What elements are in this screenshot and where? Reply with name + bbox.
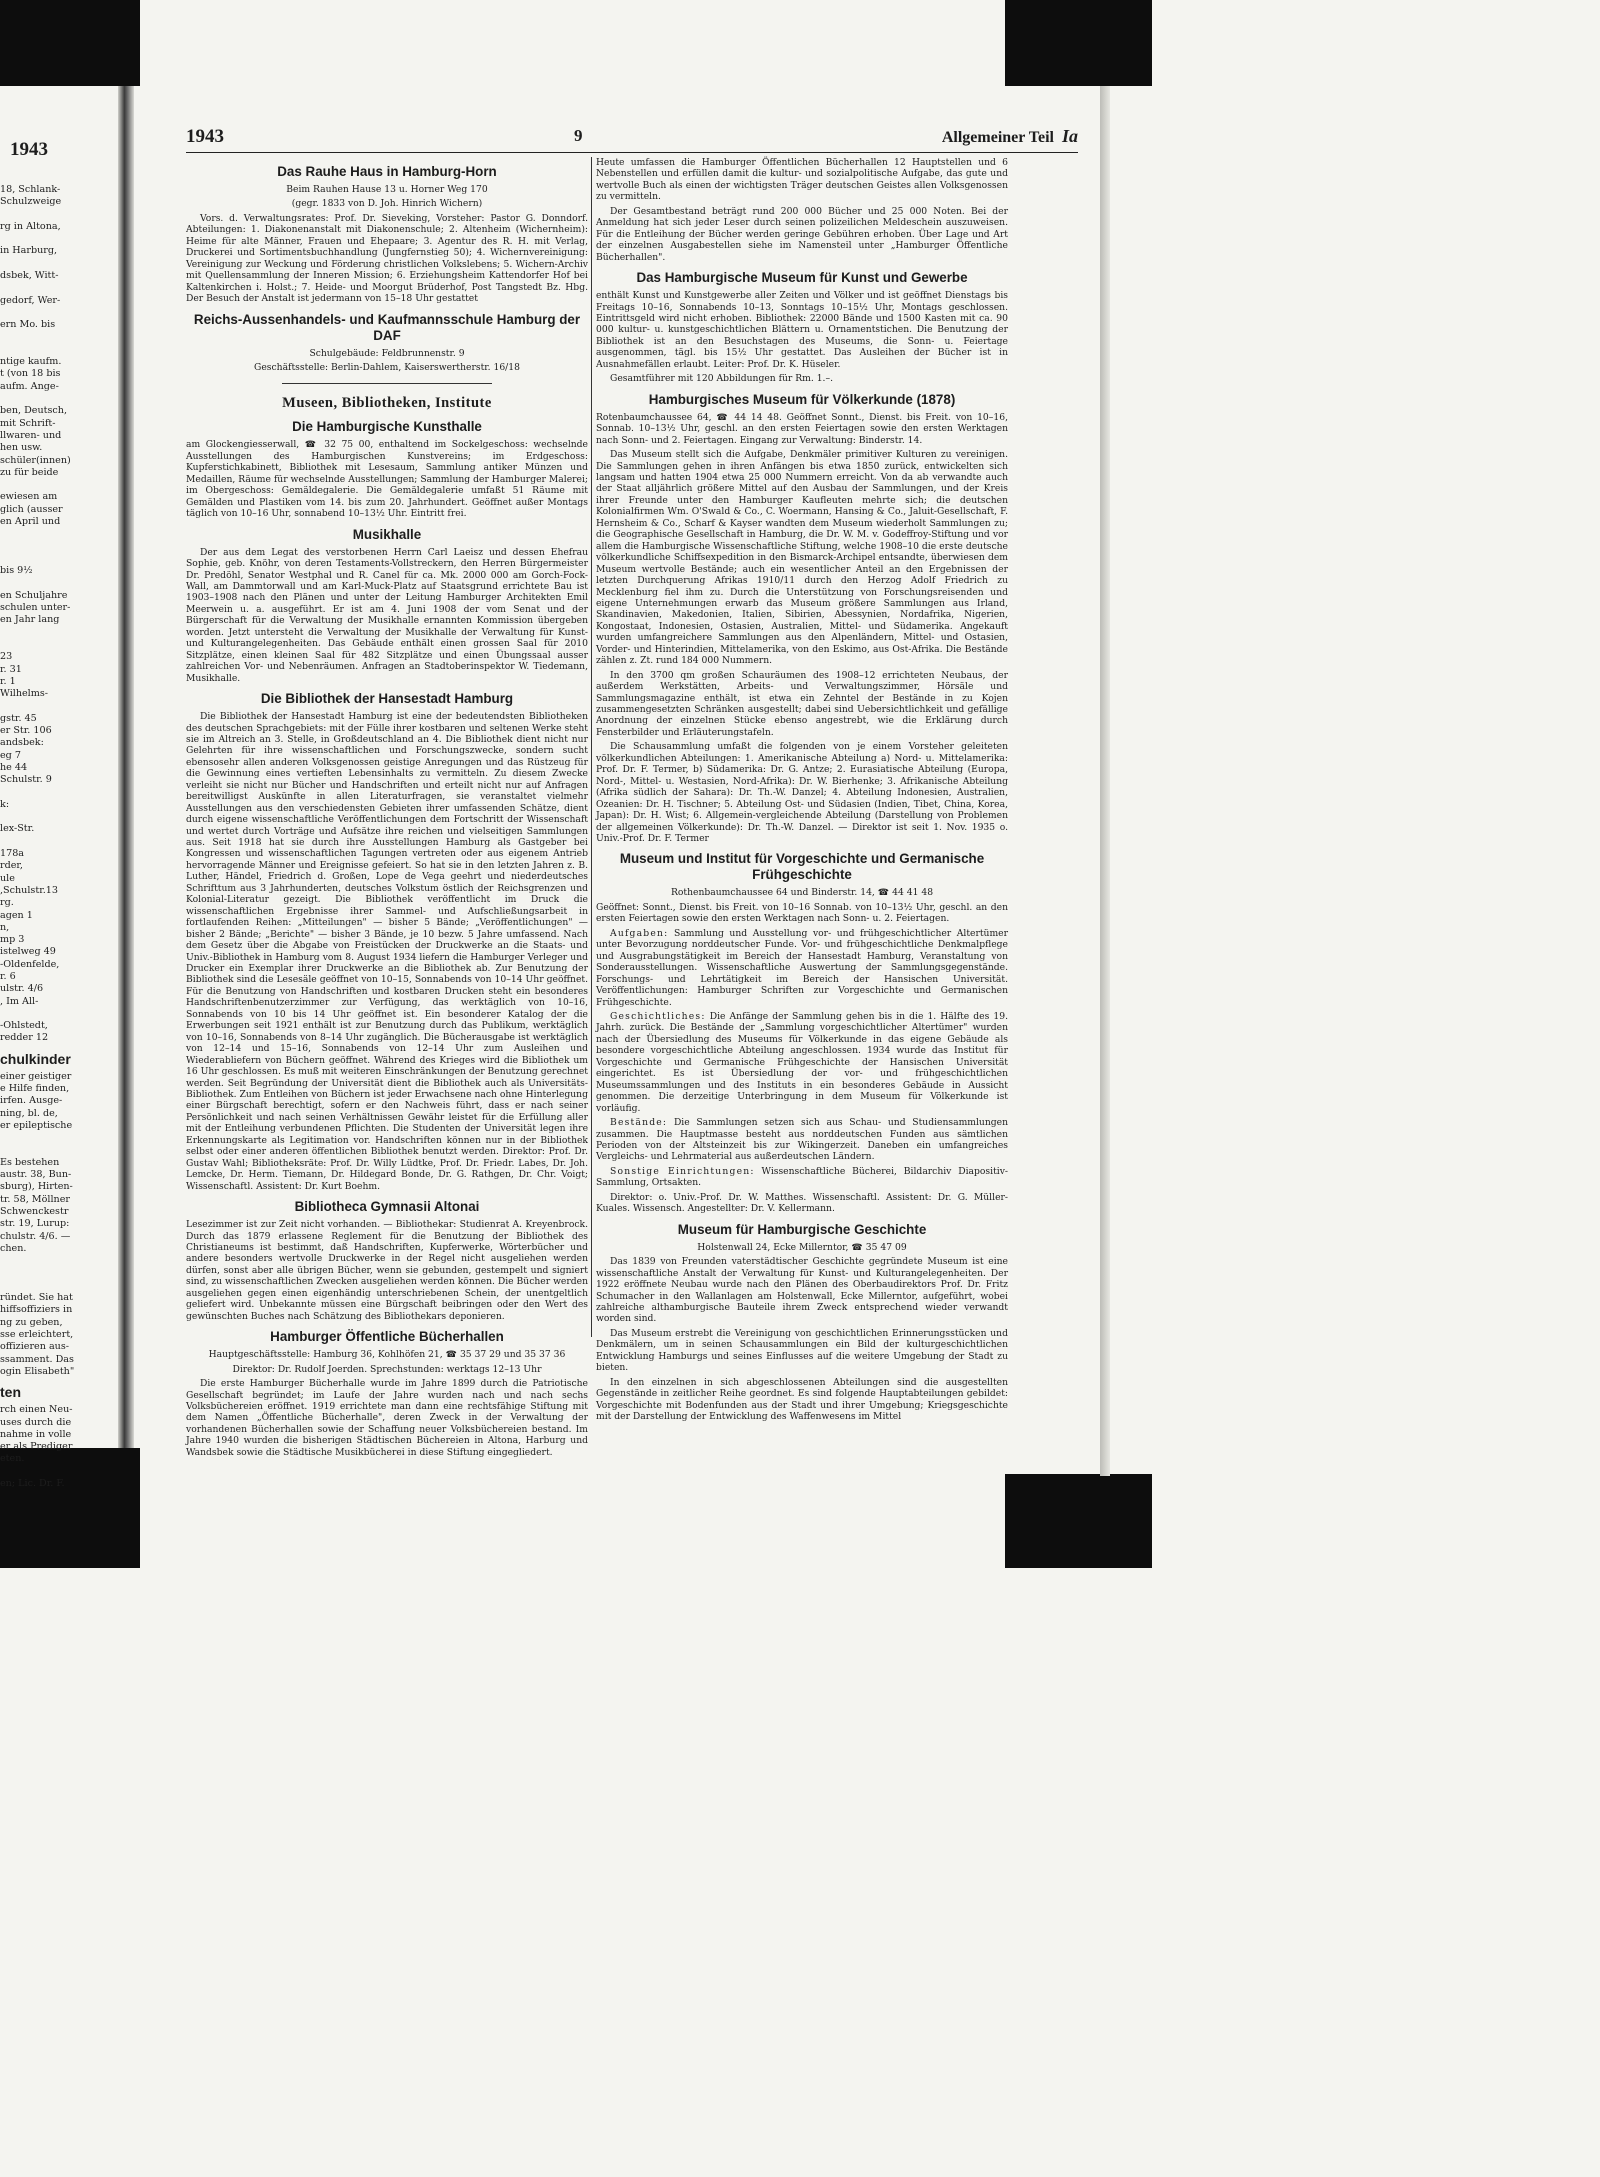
fragment-line: er als Prediger [0, 1441, 73, 1453]
buecherhallen-heading: Hamburger Öffentliche Bücherhallen [270, 1329, 504, 1345]
fragment-line [0, 258, 118, 270]
book-gutter [118, 86, 134, 1448]
fragment-line: ng zu geben, [0, 1316, 63, 1328]
fragment-line: rch einen Neu- [0, 1404, 73, 1416]
fragment-line: ogin Elisabeth" [0, 1365, 75, 1377]
vorgeschichte-address: Rothenbaumchaussee 64 und Binderstr. 14, ☎ 44 41 48 [670, 887, 934, 899]
buecherhallen-director: Direktor: Dr. Rudolf Joerden. Sprechstunden: werktags 12–13 Uhr [232, 1363, 542, 1375]
fragment-heading: chulkinder [0, 1050, 71, 1067]
fragment-line: gedorf, Wer- [0, 294, 61, 306]
fragment-line: Schulstr. 9 [0, 774, 52, 786]
column-divider [591, 157, 592, 1337]
fragment-line [0, 1255, 118, 1267]
fragment-line: schüler(innen) [0, 454, 71, 466]
fragment-line: aufm. Ange- [0, 380, 59, 392]
voelkerkunde-p2: In den 3700 qm großen Schauräumen des 1908–12 errichteten Neubaus, der außerdem Werkstätten, Arbeits- und Verwaltungszimmer, Hörsäle und Sammlungsmagazine enthält, ist etwa ein Zehntel der Bestände in zu Kojen zusammengesetzten Schränken ausgestellt; dabei sind Uebersichtlichkeit und gefällige Anordnung der einzelnen Stücke ebenso angestrebt, wie die Erklärung durch Fensterbilder und Erläuterungstafeln. [596, 669, 1008, 738]
fragment-line [0, 1145, 118, 1157]
musikhalle-text: Der aus dem Legat des verstorbenen Herrn Carl Laeisz und dessen Ehefrau Sophie, geb. Knöhr, von deren Testaments-Vollstreckern, den Herren Bürgermeister Dr. Predöhl, Senator Westphal und R. Canel für ca. Mk. 2000 000 am Gorch-Fock-Wall, am Dammtorwall und am Karl-Muck-Platz auf Staatsgrund errichtete Bau ist 1903–1908 nach den Plänen und unter der Leitung Hamburger Architekten Emil Meerwein u. a. ausgeführt. Er ist am 4. Juni 1908 der vom Senat und der Bürgerschaft für die Verwaltung der Musikhalle ernannten Kommission übergeben worden. Jetzt untersteht die Verwaltung der Musikhalle der Verwaltung für Kunst- und Kulturangelegenheiten. Das Gebäude enthält einen grossen Saal für 2010 Sitzplätze, einen kleinen Saal für 482 Sitzplätze und einen Übungssaal ausser zahlreichen Vor- und Nebenräumen. Anfragen an Stadtoberinspektor W. Tiedemann, Musikhalle. [186, 546, 588, 684]
fragment-line: en Schuljahre [0, 589, 68, 601]
fragment-line: ulstr. 4/6 [0, 983, 44, 995]
fragment-line: rg. [0, 897, 14, 909]
fragment-line: irfen. Ausge- [0, 1095, 63, 1107]
fragment-line: r. 6 [0, 971, 16, 982]
fragment-line: hiffsoffiziers in [0, 1304, 73, 1316]
bibliothek-heading: Die Bibliothek der Hansestadt Hamburg [260, 691, 514, 707]
fragment-line: r. 31 [0, 663, 22, 675]
fragment-line [0, 1132, 118, 1144]
vorgeschichte-geschichte [596, 1011, 1008, 1114]
fragment-line [0, 209, 118, 221]
fragment-line: sburg), Hirten- [0, 1181, 73, 1193]
hamburg-geschichte-p1: Das 1839 von Freunden vaterstädtischer Geschichte gegründete Museum ist eine wissenschaftliche Anstalt der Verwaltung für Kunst- und Kulturangelegenheiten. Der 1922 eröffnete Neubau wurde nach den Plänen des Oberbaudirektors Prof. Dr. Fritz Schumacher in den Wallanlagen am Holstenwall, Ecke Millerntor, aufgeführt, wobei zahlreiche althamburgische Bauteile ihrem Zweck entsprechend wieder verwandt worden sind. [596, 1256, 1008, 1325]
fragment-line: r. 1 [0, 675, 16, 687]
fragment-line: ning, bl. de, [0, 1107, 58, 1119]
gymnasii-heading: Bibliotheca Gymnasii Altonai [294, 1199, 480, 1215]
musikhalle-heading: Musikhalle [352, 526, 422, 542]
fragment-line: nahme in volle [0, 1428, 72, 1440]
fragment-line: e Hilfe finden, [0, 1083, 70, 1095]
fragment-line: chulstr. 4/6. — [0, 1230, 71, 1242]
fragment-line: Wilhelms- [0, 688, 49, 700]
hamburg-geschichte-p3: In den einzelnen in sich abgeschlossenen Abteilungen sind die ausgestellten Gegenstände in zeitlicher Reihe geordnet. Es sind folgende Hauptabteilungen gebildet: Vorgeschichte mit Bodenfunden aus der Stadt und ihrer Umgebung; Kriegsgeschichte mit der Darstellung der Entwicklung des Waffenwesens im Mittel [596, 1376, 1008, 1423]
fragment-line [0, 282, 118, 294]
bibliothek-text: Die Bibliothek der Hansestadt Hamburg ist eine der bedeutendsten Bibliotheken des deutschen Sprachgebiets: mit der Fülle ihrer kostbaren und seltenen Werke steht sie im Altreich an 3. Stelle, in Großdeutschland an 4. Die Bibliothek dient nicht nur Gelehrten für ihre wissenschaftlichen und Forschungszwecke, sondern sucht ebensosehr allen anderen Volksgenossen geistige Anregungen und das Rüstzeug für die Gewinnung eines vertieften Lebensinhalts zu vermitteln. Zu diesem Zwecke verleiht sie nicht nur Bücher und Handschriften und erteilt nicht nur auf Anfragen bereitwilligst Auskünfte in allen Literaturfragen, sie veranstaltet vielmehr Ausstellungen aus den verschiedensten Gebieten ihrer umfassenden Schätze, dient durch eigene wissenschaftliche Veröffentlichungen dem Fortschritt der Wissenschaft und wertet durch Vorträge und Aufsätze ihre reichen und vielseitigen Sammlungen aus. Seit 1918 hat sie durch ihre Ausstellungen Hamburg als Gastgeber bei Kongressen und wissenschaftlichen Tagungen vertreten oder aus eigenem Antrieb hervorragende Männer und Ereignisse gefeiert. So hat sie in den letzten Jahren z. B. Luther, Händel, Friedrich d. Großen, Lope de Vega geehrt und niederdeutsches Schrifttum aus 3 Jahrhunderten, deutsches Volkstum östlich der Reichsgrenzen und Kolonial-Literatur gezeigt. Die Bibliothek veröffentlicht im Druck die wissenschaftlichen Ergebnisse ihrer Sammel- und Aufschließungsarbeit in fortlaufenden Reihen: „Mitteilungen" — bisher 5 Bände; „Veröffentlichungen" — bisher 2 Bände; „Berichte" — bisher 3 Bände, je 10 bezw. 5 Jahre umfassend. Nach dem Gesetz über die Abgabe von Freistücken der Druckwerke an die Staats- und Univ.-Bibliothek in Hamburg vom 8. August 1934 liefern die Hamburger Verleger und Drucker ein Exemplar ihrer Druckwerke an die Bibliothek ab. Zur Benutzung der Bibliothek sind die Lesesäle geöffnet von 10–15, Sonnabends von 10–14 Uhr geöffnet. Für die Benutzung von Handschriften und kostbaren Drucken steht ein besonderes Handschriftenbenutzerzimmer zur Verfügung, das werktäglich von 10–16, Sonnabends von 10 bis 14 Uhr geöffnet ist. Ein besonderer Katalog der die Erwerbungen seit 1921 enthält ist zur Benutzung durch das Publikum, werktäglich von 10–16, Sonnabends von 8–14 Uhr zugänglich. Die Bücherausgabe ist werktäglich von 12–14 und 15–16, Sonnabends von 12–14 Uhr zum Ausleihen und Wiederabliefern von Büchern geöffnet. Während des Krieges wird die Bibliothek um 16 Uhr geschlossen. Es muß mit weiteren Einschränkungen der Benutzung gerechnet werden. Seit Begründung der Universität dient die Bibliothek auch als Universitäts-Bibliothek. Zum Entleihen von Büchern ist jeder Erwachsene nach ohne Hinterlegung einer Bürgschaft berechtigt, sofern er den Nachweis führt, dass er nach seiner Persönlichkeit und nach seinen Verhältnissen Gewähr leistet für die Erfüllung aller mit der Entleihung verbundenen Pflichten. Die Studenten der Universität legen ihre Erkennungskarte als Legitimation vor. Handschriften können nur in der Bibliothek selbst oder einer anderen öffentlichen Bibliothek benutzt werden. Direktor: Prof. Dr. Gustav Wahl; Bibliotheksräte: Prof. Dr. Willy Lüdtke, Prof. Dr. Friedr. Labes, Dr. Joh. Lemcke, Dr. Herm. Tiemann, Dr. Hildegard Bonde, Dr. G. Rathgen, Dr. Chr. Voigt; Wissenschaftl. Assistent: Dr. Kurt Boehm. [186, 711, 588, 1192]
aufgaben-label: Aufgaben: [610, 927, 669, 939]
geschichte-text: Die Anfänge der Sammlung gehen bis in die 1. Hälfte des 19. Jahrh. zurück. Die Bestände der „Sammlung vorgeschichtlicher Altertümer" wurden nach der Übersiedlung des Museums für Völkerkunde in das eigene Gebäude als besondere vorgeschichtliche Abteilung angeschlossen. 1934 wurde das Institut für Vorgeschichte und Germanische Frühgeschichte der Hansischen Universität eingerichtet. Es ist Übersiedlung der vor- und frühgeschichtlichen Museumssammlungen und des Instituts in ein besonderes Gebäude in Aussicht genommen. Die derzeitige Unterbringung in dem Museum für Völkerkunde ist vorläufig. [596, 1011, 1009, 1114]
fragment-line: t (von 18 bis [0, 368, 61, 380]
fragment-line [0, 393, 118, 405]
rauhe-haus-address: Beim Rauhen Hause 13 u. Horner Weg 170 [286, 184, 488, 195]
gymnasii-text: Lesezimmer ist zur Zeit nicht vorhanden. — Bibliothekar: Studienrat A. Kreyenbrock. Durch das 1879 erlassene Reglement für die Benutzung der Bibliothek des Christianeums ist bestimmt, daß Handschriften, Kupferwerke, Wörterbücher und andere besonders wertvolle Druckwerke in der Regel nicht ausgeliehen werden dürfen, sonst aber alle übrigen Bücher, wenn sie gebunden, gestempelt und signiert sind, zu wissenschaftlichen Zwecken ausgeliehen werden können. Die Bücher werden ausgeliehen gegen einen eigenhändig unterschriebenen Schein, der unentgeltlich geliefert wird. Unbekannte müssen eine Bürgschaft beibringen oder den Wert des gewünschten Buches nach Schätzung des Bibliothekars deponieren. [186, 1219, 588, 1322]
fragment-line [0, 787, 118, 799]
hamburg-geschichte-address: Holstenwall 24, Ecke Millerntor, ☎ 35 47 09 [697, 1241, 907, 1253]
kunstgewerbe-heading: Das Hamburgische Museum für Kunst und Gewerbe [636, 270, 968, 286]
fragment-line: tr. 58, Möllner [0, 1193, 70, 1205]
fragment-line: sse erleichtert, [0, 1329, 74, 1341]
fragment-line [0, 627, 118, 639]
header-year: 1943 [186, 126, 224, 147]
vorgeschichte-sonstige [596, 1166, 1008, 1189]
fragment-line [0, 541, 118, 553]
fragment-line: eten. [0, 1453, 25, 1465]
fragment-line: ,Schulstr.13 [0, 884, 58, 896]
fragment-line: 18, Schlank- [0, 184, 61, 195]
fragment-line: k: [0, 798, 10, 810]
fragment-line [0, 836, 118, 848]
document-page [186, 124, 1078, 1458]
kunsthalle-heading: Die Hamburgische Kunsthalle [292, 419, 482, 435]
section-title: Allgemeiner Teil [941, 129, 1054, 146]
fragment-line [0, 1008, 118, 1020]
rauhe-haus-heading: Das Rauhe Haus in Hamburg-Horn [277, 164, 497, 179]
fragment-line: glich (ausser [0, 503, 63, 515]
bestaende-label: Bestände: [610, 1117, 668, 1129]
buecherhallen-office: Hauptgeschäftsstelle: Hamburg 36, Kohlhöfen 21, ☎ 35 37 29 und 35 37 36 [208, 1349, 566, 1361]
fragment-line [0, 332, 118, 344]
fragment-line [0, 1280, 118, 1292]
fragment-line: ewiesen am [0, 491, 58, 503]
fragment-line: er Str. 106 [0, 725, 52, 737]
fragment-line [0, 553, 118, 565]
section-code: Ia [1061, 126, 1078, 146]
fragment-lines-2 [0, 1071, 118, 1378]
scan-border-bottom-right [1005, 1474, 1152, 1568]
fragment-line: ern Mo. bis [0, 319, 56, 331]
scan-border-top-left [0, 0, 140, 86]
fragment-line: offizieren aus- [0, 1341, 70, 1353]
fragment-line: mit Schrift- [0, 417, 56, 429]
fragment-line: str. 19, Lurup: [0, 1218, 70, 1230]
fragment-line: 23 [0, 651, 13, 663]
fragment-line: eg 7 [0, 749, 21, 761]
running-header [186, 124, 1078, 153]
fragment-line: he 44 [0, 761, 28, 773]
fragment-line [0, 700, 118, 712]
museen-heading: Museen, Bibliotheken, Institute [282, 395, 492, 412]
fragment-line: andsbek: [0, 737, 44, 749]
fragment-line: austr. 38, Bun- [0, 1169, 72, 1181]
fragment-line [0, 639, 118, 651]
fragment-line: rg in Altona, [0, 220, 61, 232]
vorgeschichte-heading: Museum und Institut für Vorgeschichte und Germanische Frühgeschichte [619, 851, 985, 883]
reichs-heading: Reichs-Aussenhandels- und Kaufmannsschule Hamburg der DAF [193, 311, 581, 343]
hamburg-geschichte-p2: Das Museum erstrebt die Vereinigung von geschichtlichen Erinnerungsstücken und Denkmälern, um in seinen Schausammlungen ein Bild der kulturgeschichtlichen Entwicklung Hamburgs und seines Einflusses auf die weitere Umgebung der Stadt zu bieten. [596, 1327, 1008, 1374]
fragment-line [0, 307, 118, 319]
fragment-lines-3 [0, 1404, 118, 1490]
fragment-line: Schulzweige [0, 196, 62, 208]
fragment-line: llwaren- und [0, 429, 62, 441]
geschichte-label: Geschichtliches: [610, 1011, 706, 1022]
vorgeschichte-aufgaben [596, 928, 1008, 1008]
section-rule [282, 383, 492, 384]
reichs-school-building: Schulgebäude: Feldbrunnenstr. 9 [309, 347, 465, 359]
kunsthalle-text: am Glockengiesserwall, ☎ 32 75 00, enthaltend im Sockelgeschoss: wechselnde Ausstellungen des Hamburgischen Kunstvereins; im Erdgeschoss: Kupferstichkabinett, Bibliothek mit Lesesaum, Sammlung antiker Münzen und Medaillen, Räume für wechselnde Ausstellungen; Sammlung der Hamburger Malerei; im Obergeschoss: Gemäldegalerie. Die Gemäldegalerie umfaßt 51 Räume mit Gemälden und Plastiken vom 14. bis zum 20. Jahrhundert. Geöffnet außer Montags täglich von 10–16 Uhr, sonnabend 10–13½ Uhr. Eintritt frei. [186, 439, 588, 520]
fragment-line: en Jahr lang [0, 614, 60, 626]
fragment-line: uses durch die [0, 1416, 72, 1428]
header-section [942, 126, 1078, 147]
fragment-line [0, 233, 118, 245]
fragment-line: , Im All- [0, 995, 39, 1007]
scan-border-top-right [1005, 0, 1152, 86]
fragment-line: n, [0, 921, 10, 933]
page-edge-shadow [1100, 86, 1110, 1476]
fragment-line: agen 1 [0, 909, 33, 921]
aufgaben-text: Sammlung und Ausstellung vor- und frühgeschichtlicher Altertümer unter Bevorzugung norddeutscher Funde. Vor- und frühgeschichtliche Denkmalpflege und Ausgrabungstätigkeit im Bereich der Hansestadt Hamburg, Veranstaltung von Sonderausstellungen. Wissenschaftliche Auswertung der Sammlungsgegenstände. Forschungs- und Lehrtätigkeit im Bereich der Hansischen Universität. Veröffentlichungen: Hamburger Schriften zur Vorgeschichte und Germanischen Frühgeschichte. [596, 927, 1008, 1008]
fragment-line: schulen unter- [0, 602, 71, 614]
fragment-line [0, 578, 118, 590]
kunstgewerbe-footer: Gesamtführer mit 120 Abbildungen für Rm. 1.–. [610, 373, 833, 385]
voelkerkunde-p3: Die Schausammlung umfaßt die folgenden von je einem Vorsteher geleiteten völkerkundlichen Abteilungen: 1. Amerikanische Abteilung a) Nord- u. Mittelamerika: Prof. Dr. F. Termer, b) Südamerika: Dr. G. Antze; 2. Eurasiatische Abteilung (Europa, Nord-, Mittel- u. Westasien, Nord-Afrika): Dr. W. Bierhenke; 3. Afrikanische Abteilung (Afrika südlich der Sahara): Dr. Th.-W. Danzel; 4. Abteilung Indonesien, Australien, Ozeanien: Dr. H. Tischner; 5. Abteilung Ost- und Südasien (Indien, Tibet, China, Korea, Japan): Dr. H. Wist; 6. Allgemein-vergleichende Abteilung (Darstellung von Problemen der allgemeinen Völkerkunde): Dr. Th.-W. Danzel. — Direktor ist seit 1. Nov. 1935 o. Univ.-Prof. Dr. F. Termer [596, 741, 1008, 845]
fragment-line [0, 1268, 118, 1280]
fragment-line: Es bestehen [0, 1156, 60, 1168]
previous-page-fragment [0, 130, 118, 1489]
fragment-line: gstr. 45 [0, 712, 37, 724]
fragment-line: ule [0, 872, 15, 884]
buecherhallen-cont-1: Heute umfassen die Hamburger Öffentlichen Bücherhallen 12 Hauptstellen und 6 Nebenstellen und erfüllen damit die kultur- und sozialpolitische Aufgabe, das gute und wertvolle Buch als einen der wichtigsten Träger deutschen Geistes allen Volksgenossen zu vermitteln. [596, 157, 1008, 203]
fragment-line: hen usw. [0, 442, 43, 454]
page-number: 9 [574, 126, 583, 145]
bestaende-text: Die Sammlungen setzen sich aus Schau- und Studiensammlungen zusammen. Die Hauptmasse besteht aus norddeutschen Funden aus sämtlichen Perioden von der Altsteinzeit bis zur Wikingerzeit. Daneben ein umfangreiches Vergleichs- und Lehrmaterial aus außerdeutschen Ländern. [596, 1117, 1009, 1163]
fragment-line: er epileptische [0, 1119, 73, 1131]
fragment-line [0, 1466, 118, 1478]
fragment-line: in Harburg, [0, 245, 58, 257]
fragment-heading-2: ten [0, 1384, 21, 1401]
fragment-line: ben, Deutsch, [0, 405, 68, 417]
fragment-line: rder, [0, 860, 23, 872]
right-column [596, 157, 1008, 1426]
voelkerkunde-intro: Rotenbaumchaussee 64, ☎ 44 14 48. Geöffnet Sonnt., Dienst. bis Freit. von 10–16, Sonnab. 10–13½ Uhr, geschl. an den ersten Feiertagen sowie den ersten Werktagen nach Sonn- und 2. Feiertagen. Eingang zur Verwaltung: Binderstr. 14. [596, 411, 1008, 446]
previous-page-year: 1943 [10, 139, 48, 160]
voelkerkunde-p1: Das Museum stellt sich die Aufgabe, Denkmäler primitiver Kulturen zu vereinigen. Die Sammlungen gehen in ihren Anfängen bis etwa 1850 zurück, entwickelten sich langsam und hatten 1904 etwa 25 000 Nummern erreicht. Von da ab verwandte auch der Staat alljährlich größere Mittel auf den Ausbau der Sammlungen, und der Kreis ihrer Freunde unter den Hamburger Kaufleuten mehrte sich; die deutschen Kolonialfirmen Wm. O'Swald & Co., C. Woermann, Hansing & Co., Jaluit-Gesellschaft, F. Hernsheim & Co., Scharf & Kayser wandten dem Museum wiederholt Sammlungen zu; die Geographische Gesellschaft in Hamburg, die Dr. W. M. v. Godeffroy-Stiftung und vor allem die Hamburgische Wissenschaftliche Stiftung, welche 1908–10 die erste deutsche völkerkundliche Schiffsexpedition in den Bismarck-Archipel entsandte, überwiesen dem Museum wertvolle Bestände; auch ein wesentlicher Anteil an den Ergebnissen der letzten Durchquerung Afrikas 1910/11 durch den Herzog Adolf Friedrich zu Mecklenburg fiel ihm zu. Durch die Unterstützung von Forschungsreisenden und eigene Unternehmungen erwarb das Museum größere Sammlungen aus Irland, Skandinavien, Makedonien, Italien, Sibirien, Abessynien, Nordafrika, Nigerien, Kongostaat, Indonesien, Ostasien, Australien, Mittel- und Südamerika. Angekauft wurden umfangreichere Sammlungen aus den Alpenländern, Mittel- und Ostasien, Vorder- und Hinterindien, Mittelamerika, von den Eskimo, aus Ost-Afrika. Die Bestände zählen z. Zt. rund 184 000 Nummern. [596, 449, 1008, 667]
fragment-line: -Ohlstedt, [0, 1020, 48, 1032]
fragment-line: bis 9½ [0, 565, 33, 577]
fragment-line: redder 12 [0, 1032, 49, 1044]
fragment-line [0, 479, 118, 491]
hamburg-geschichte-heading: Museum für Hamburgische Geschichte [677, 1221, 927, 1237]
fragment-line [0, 528, 118, 540]
fragment-line: ntige kaufm. [0, 356, 62, 368]
fragment-lines [0, 184, 118, 1045]
voelkerkunde-heading: Hamburgisches Museum für Völkerkunde (1878) [648, 391, 956, 407]
fragment-line: mp 3 [0, 934, 25, 946]
rauhe-haus-text: Vors. d. Verwaltungsrates: Prof. Dr. Sieveking, Vorsteher: Pastor G. Donndorf. Abteilungen: 1. Diakonenanstalt mit Diakonenschule; 2. Altenheim (Wichernheim): Heime für alte Männer, Frauen und Ehepaare; 3. Agentur des R. H. mit Verlag, Druckerei und Sortimentsbuchhandlung (Jungfernstieg 50); 4. Wichernvereinigung: Vereinigung zur Weckung und Förderung christlichen Volkslebens; 5. Wichern-Archiv mit Quellensammlung der Inneren Mission; 6. Erziehungsheim Kattendorfer Hof bei Kaltenkirchen i. Holst.; 7. Heide- und Moorgut Brüderhof, Post Tangstedt Bz. Hbg. Der Besuch der Anstalt ist jedermann von 15–18 Uhr gestattet [186, 212, 588, 305]
sonstige-text: Wissenschaftliche Bücherei, Bildarchiv Diapositiv-Sammlung, Ortsakten. [596, 1165, 1008, 1189]
fragment-line: 178a [0, 848, 25, 860]
fragment-line: ssamment. Das [0, 1353, 74, 1365]
fragment-line [0, 811, 118, 823]
reichs-office: Geschäftsstelle: Berlin-Dahlem, Kaiserswertherstr. 16/18 [254, 361, 520, 373]
kunstgewerbe-text: enthält Kunst und Kunstgewerbe aller Zeiten und Völker und ist geöffnet Dienstags bis Freitags 10–16, Sonnabends 10–13, Sonntags 10–15½ Uhr, Montags geschlossen. Eintrittsgeld wird nicht erhoben. Bibliothek: 22000 Bände und 1500 Kasten mit ca. 90 000 kultur- u. kunstgeschichtlichen Blättern u. Ornamentstichen. Die Benutzung der Bibliothek ist an den Besuchstagen des Museums, die Sonn- u. Feiertage ausgenommen, tägl. bis 15½ Uhr gestattet. Das Ausleihen der Bücher ist in Ausnahmefällen erlaubt. Leiter: Prof. Dr. K. Hüseler. [596, 290, 1008, 370]
fragment-line [0, 344, 118, 356]
fragment-line: Schwenckestr [0, 1206, 69, 1218]
vorgeschichte-bestaende [596, 1117, 1008, 1163]
fragment-line: zu für beide [0, 466, 59, 478]
vorgeschichte-direktor: Direktor: o. Univ.-Prof. Dr. W. Matthes. Wissenschaftl. Assistent: Dr. G. Müller-Kuales. Wissensch. Angestellter: Dr. V. Kellermann. [596, 1191, 1008, 1215]
fragment-line: en April und [0, 516, 61, 528]
fragment-line: en; Lic. Dr. F. [0, 1477, 65, 1489]
fragment-line: istelweg 49 [0, 946, 56, 958]
sonstige-label: Sonstige Einrichtungen: [610, 1165, 755, 1177]
fragment-line: ründet. Sie hat [0, 1292, 73, 1304]
fragment-line: chen. [0, 1242, 27, 1254]
fragment-line: dsbek, Witt- [0, 270, 59, 282]
vorgeschichte-hours: Geöffnet: Sonnt., Dienst. bis Freit. von 10–16 Sonnab. von 10–13½ Uhr, geschl. an den ersten Feiertagen sowie den ersten Werktagen nach Sonn- u. 2. Feiertagen. [596, 901, 1008, 925]
buecherhallen-cont-2: Der Gesamtbestand beträgt rund 200 000 Bücher und 25 000 Noten. Bei der Anmeldung hat sich jeder Leser durch seinen polizeilichen Meldeschein auszuweisen. Für die Entleihung der Bücher werden geringe Gebühren erhoben. Über Lage und Art der einzelnen Ausgabestellen siehe im Namensteil unter „Hamburger Öffentliche Bücherhallen". [596, 205, 1008, 263]
rauhe-haus-founded: (gegr. 1833 von D. Joh. Hinrich Wichern) [291, 198, 483, 210]
fragment-line: -Oldenfelde, [0, 958, 60, 970]
buecherhallen-text: Die erste Hamburger Bücherhalle wurde im Jahre 1899 durch die Patriotische Gesellschaft begründet; im Laufe der Jahre wurden nach und nach sechs Volksbüchereien eröffnet. 1919 errichtete man dann eine rechtsfähige Stiftung mit dem Namen „Öffentliche Bücherhalle", deren Zweck in der Verwaltung der vorhandenen Bücherhallen sowie der Schaffung neuer Volksbüchereien bestand. Im Jahre 1940 wurden die bisherigen Städtischen Büchereien in Altona, Harburg und Wandsbek sowie die Städtische Musikbücherei in diese Stiftung eingegliedert. [186, 1378, 588, 1458]
fragment-line: einer geistiger [0, 1070, 72, 1082]
left-column [186, 157, 588, 1461]
fragment-line: lex-Str. [0, 823, 35, 835]
